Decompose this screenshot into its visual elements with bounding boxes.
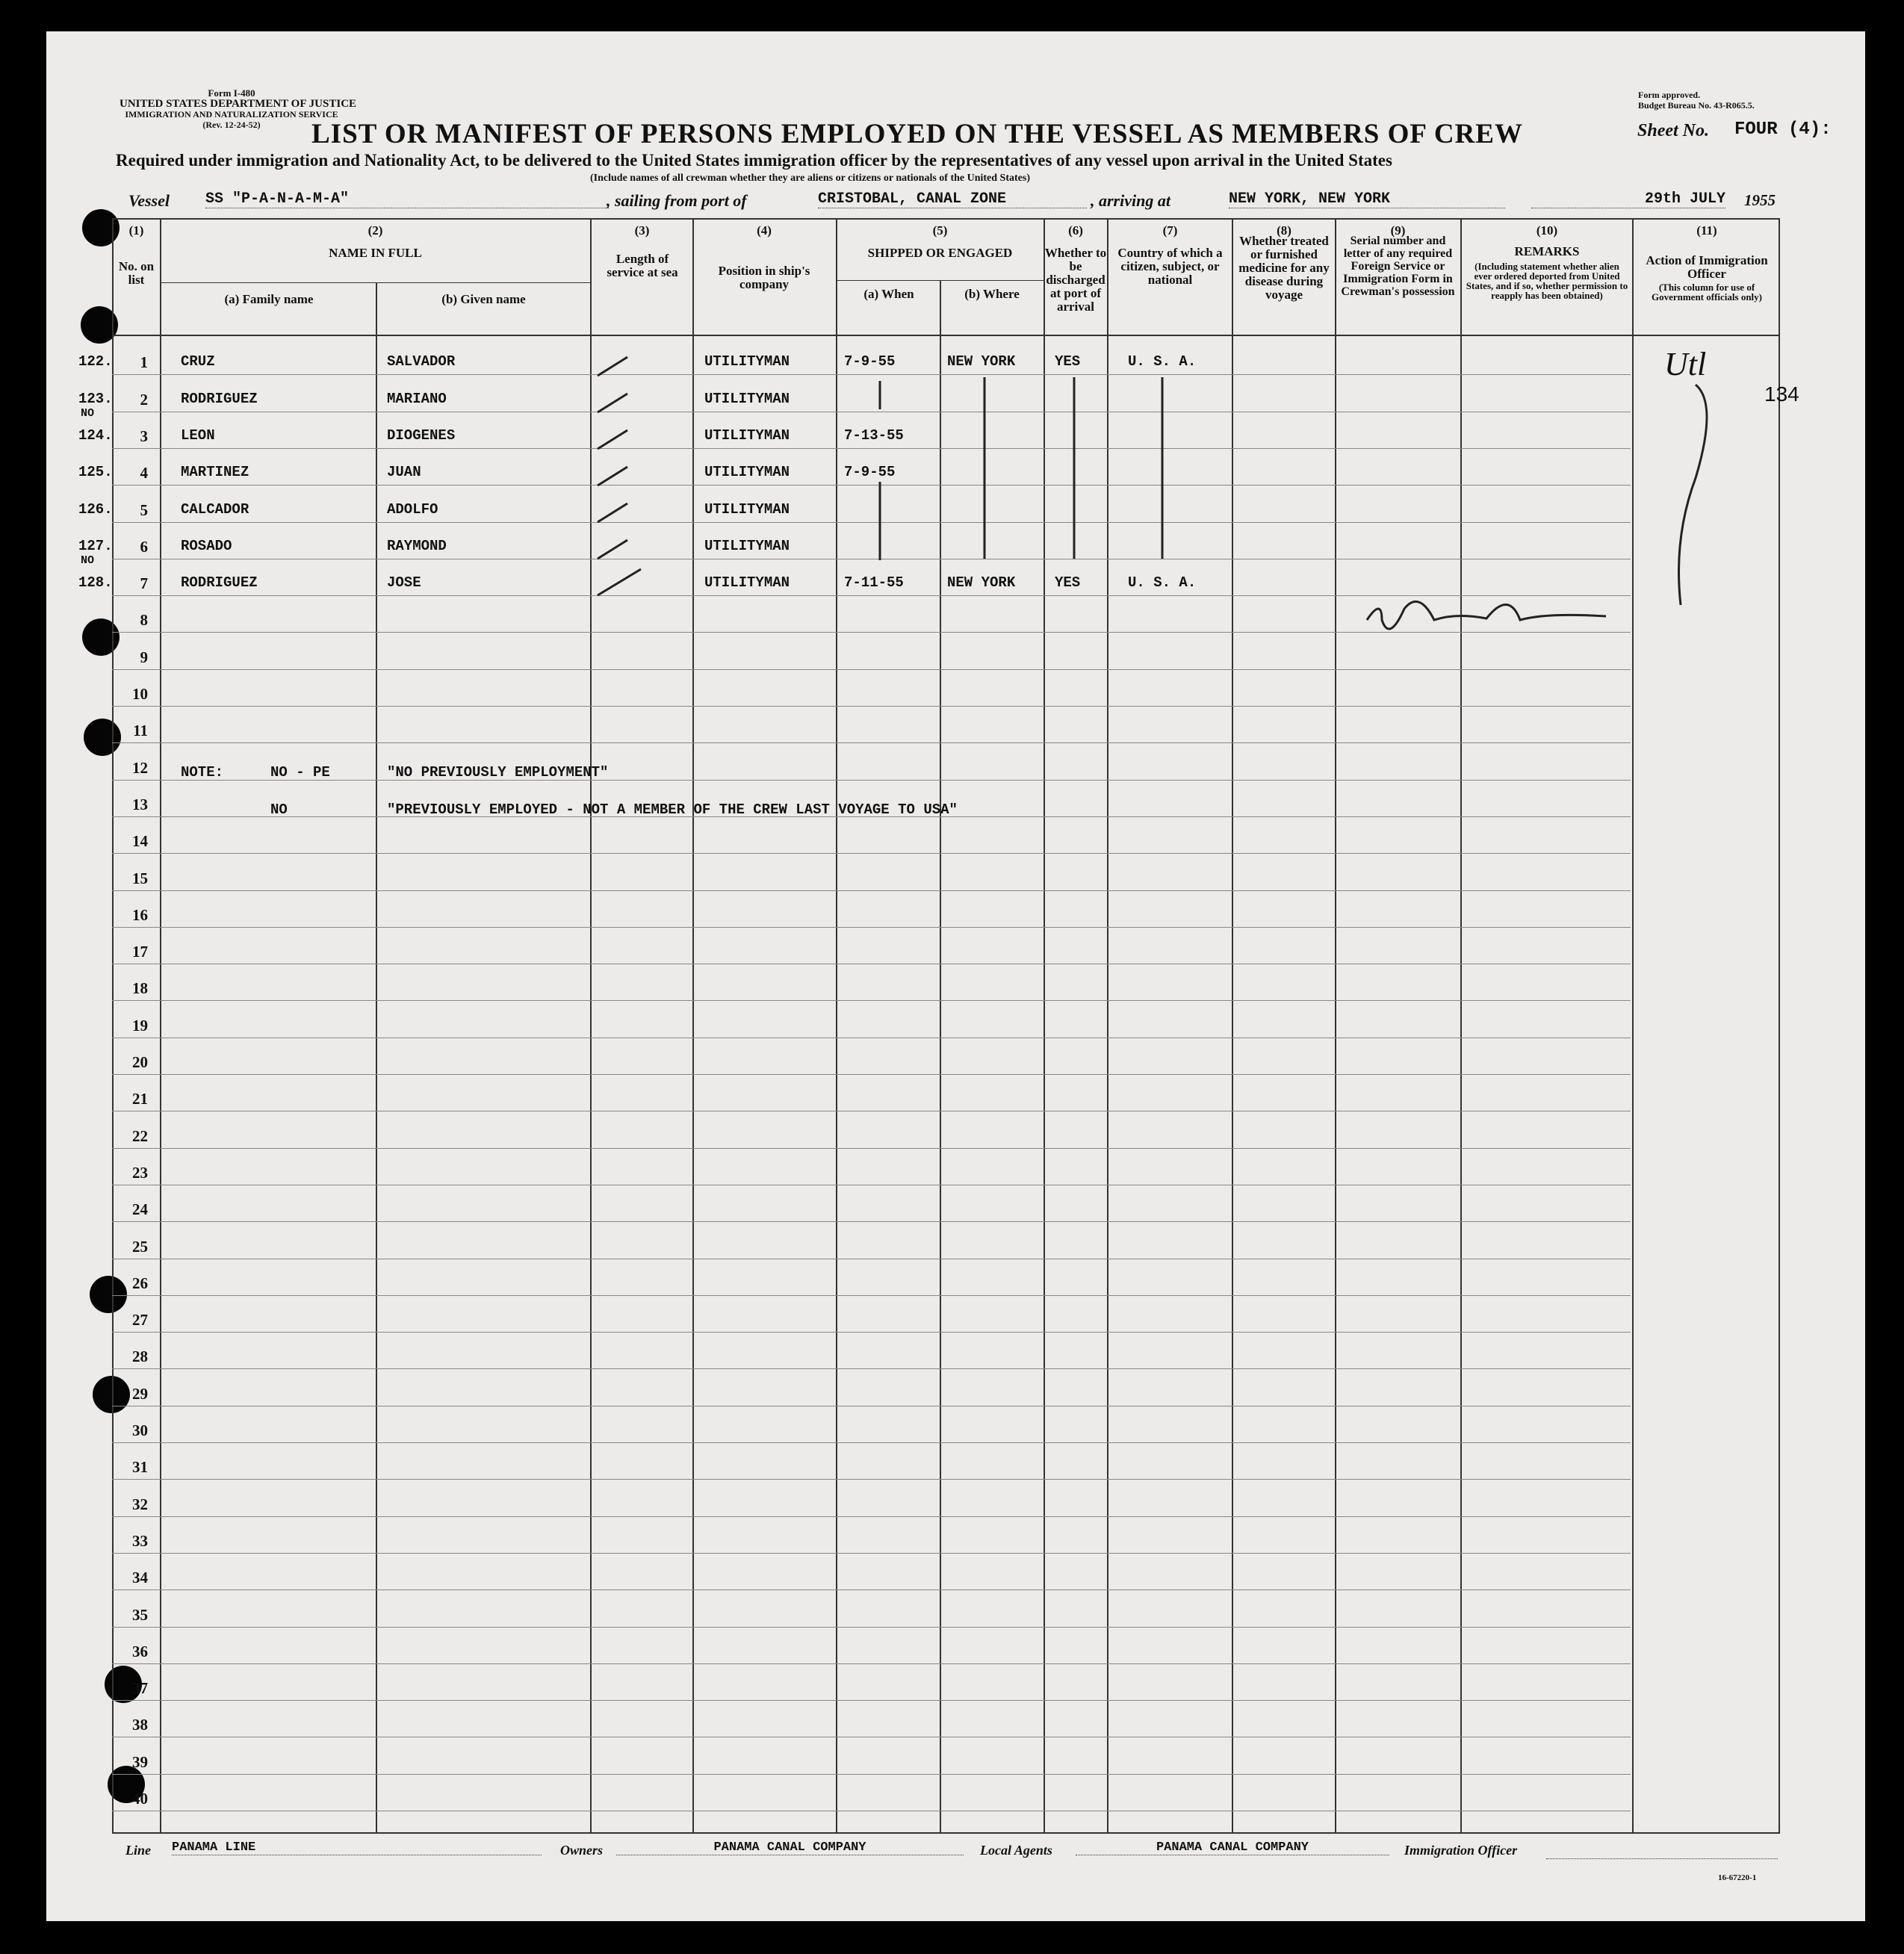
col9-header: Serial number and letter of any required Foreign Service or Immigration Form in Crewman's possession xyxy=(1341,235,1455,298)
col4-header: Position in ship's company xyxy=(718,264,810,291)
family-name: CALCADOR xyxy=(181,500,249,518)
col5b-header: (b) Where xyxy=(964,287,1020,301)
subtitle: Required under immigration and Nationality Act, to be delivered to the United States immigration officer by the representatives of any vessel upon arrival in the United States xyxy=(116,151,1392,170)
row-number: 15 xyxy=(132,869,148,887)
arrival-date: 29th JULY xyxy=(1531,190,1725,208)
family-name: CRUZ xyxy=(181,353,215,370)
list-number: 127. xyxy=(78,537,113,554)
sheet-number: FOUR (4): xyxy=(1734,120,1832,140)
col10-subheader: (Including statement whether alien ever ordered deported from United States, and if so, whether permission to reapply has been obtained) xyxy=(1466,261,1628,301)
row-number: 2 xyxy=(140,390,148,409)
departure-port: CRISTOBAL, CANAL ZONE xyxy=(818,190,1087,208)
owners-value: PANAMA CANAL COMPANY xyxy=(616,1840,964,1855)
given-name: JOSE xyxy=(387,574,421,592)
position: UTILITYMAN xyxy=(704,537,790,554)
service: IMMIGRATION AND NATURALIZATION SERVICE xyxy=(125,109,338,120)
printer-code: 16-67220-1 xyxy=(1718,1873,1757,1882)
shipped-where: NEW YORK xyxy=(947,574,1016,592)
col11-subheader: (This column for use of Government officials only) xyxy=(1651,282,1763,303)
position: UTILITYMAN xyxy=(704,390,790,407)
margin-code: NO xyxy=(81,553,95,567)
col2a-header: (a) Family name xyxy=(224,292,314,306)
note-label: NOTE: xyxy=(181,764,224,781)
position: UTILITYMAN xyxy=(704,500,790,518)
col7-num: (7) xyxy=(1162,223,1178,238)
row-number: 31 xyxy=(132,1458,148,1477)
row-number: 22 xyxy=(132,1126,148,1145)
service-checkmarks xyxy=(598,357,641,595)
col10-num: (10) xyxy=(1536,223,1558,238)
row-number: 4 xyxy=(140,464,148,483)
family-name: LEON xyxy=(181,427,215,444)
row-number: 16 xyxy=(132,905,148,924)
col6-num: (6) xyxy=(1068,223,1083,238)
row-number: 26 xyxy=(132,1274,148,1292)
row-number: 23 xyxy=(132,1163,148,1182)
col8-header: Whether treated or furnished medicine for any disease during voyage xyxy=(1238,234,1330,302)
given-name: DIOGENES xyxy=(387,427,456,444)
line-label: Line xyxy=(125,1843,151,1858)
col11-header: Action of Immigration Officer xyxy=(1646,253,1768,281)
country: U. S. A. xyxy=(1128,574,1197,592)
col9-num: (9) xyxy=(1390,223,1406,238)
include-note: (Include names of all crewman whether they are aliens or citizens or nationals of the United States) xyxy=(590,173,1030,184)
page-title: LIST OR MANIFEST OF PERSONS EMPLOYED ON THE VESSEL AS MEMBERS OF CREW xyxy=(311,119,1523,149)
row-number: 3 xyxy=(140,427,148,445)
given-name: RAYMOND xyxy=(387,537,447,554)
family-name: ROSADO xyxy=(181,537,232,554)
row-number: 1 xyxy=(140,353,148,372)
col6-header: Whether to be discharged at port of arrival xyxy=(1044,246,1107,314)
col8-num: (8) xyxy=(1277,223,1291,238)
row-number: 18 xyxy=(132,979,148,998)
row-number: 34 xyxy=(132,1569,148,1587)
row-number: 9 xyxy=(140,648,148,666)
list-number: 126. xyxy=(78,500,113,518)
officer-line xyxy=(1546,1858,1778,1859)
given-name: ADOLFO xyxy=(387,500,438,518)
list-number: 124. xyxy=(78,427,113,444)
handwritten-count: 134 xyxy=(1764,382,1799,406)
family-name: RODRIGUEZ xyxy=(181,390,258,407)
action-bracket xyxy=(1679,385,1708,605)
row-number: 33 xyxy=(132,1531,148,1550)
list-number: 125. xyxy=(78,464,113,481)
row-number: 21 xyxy=(132,1090,148,1108)
agents-value: PANAMA CANAL COMPANY xyxy=(1076,1840,1389,1855)
discharged: YES xyxy=(1055,574,1081,592)
given-name: MARIANO xyxy=(387,390,447,407)
col3-header: Length of service at sea xyxy=(607,252,678,279)
col2-header: NAME IN FULL xyxy=(329,246,422,260)
row-number: 39 xyxy=(132,1752,148,1771)
row-number: 36 xyxy=(132,1642,148,1660)
row-number: 13 xyxy=(132,795,148,813)
family-name: RODRIGUEZ xyxy=(181,574,258,592)
owners-label: Owners xyxy=(560,1843,604,1858)
row-number: 19 xyxy=(132,1016,148,1035)
line-value: PANAMA LINE xyxy=(172,1840,542,1855)
shipped-when: 7-9-55 xyxy=(844,353,896,370)
vessel-name: SS "P-A-N-A-M-A" xyxy=(205,190,609,208)
sheet-label: Sheet No. xyxy=(1637,121,1709,140)
form-approved: Form approved. xyxy=(1638,90,1701,100)
officer-signature xyxy=(1367,601,1606,629)
row-number: 6 xyxy=(140,537,148,556)
row-number: 38 xyxy=(132,1716,148,1734)
row-number: 17 xyxy=(132,943,148,961)
list-number: 128. xyxy=(78,574,113,592)
shipped-where: NEW YORK xyxy=(947,353,1016,370)
row-number: 29 xyxy=(132,1384,148,1403)
position: UTILITYMAN xyxy=(704,574,790,592)
given-name: SALVADOR xyxy=(387,353,456,370)
shipped-when: 7-11-55 xyxy=(844,574,904,592)
sailing-label: , sailing from port of xyxy=(607,191,747,210)
col3-num: (3) xyxy=(634,223,650,238)
margin-code: NO xyxy=(81,406,95,420)
row-number: 10 xyxy=(132,685,148,703)
arrival-port: NEW YORK, NEW YORK xyxy=(1229,190,1505,208)
ditto-lines xyxy=(880,377,1162,560)
row-number: 27 xyxy=(132,1311,148,1330)
col2-num: (2) xyxy=(368,223,383,238)
row-number: 24 xyxy=(132,1200,148,1219)
col2b-header: (b) Given name xyxy=(441,292,526,306)
row-number: 7 xyxy=(140,574,148,593)
revision: (Rev. 12-24-52) xyxy=(202,120,261,130)
position: UTILITYMAN xyxy=(704,353,790,370)
col5a-header: (a) When xyxy=(863,287,914,301)
row-number: 20 xyxy=(132,1053,148,1071)
form-number: Form I-480 xyxy=(208,87,255,99)
note-text-2: "PREVIOUSLY EMPLOYED - NOT A MEMBER OF THE CREW LAST VOYAGE TO USA" xyxy=(387,801,958,818)
officer-label: Immigration Officer xyxy=(1404,1843,1518,1858)
col7-header: Country of which a citizen, subject, or national xyxy=(1117,246,1223,287)
col1-header: No. on list xyxy=(118,259,155,287)
note-code-2: NO xyxy=(270,801,288,818)
list-number: 122. xyxy=(78,353,113,370)
row-number: 5 xyxy=(140,500,148,519)
position: UTILITYMAN xyxy=(704,427,790,444)
col5-header: SHIPPED OR ENGAGED xyxy=(867,246,1013,260)
row-number: 14 xyxy=(132,832,148,851)
row-number: 8 xyxy=(140,611,148,630)
col5-num: (5) xyxy=(932,223,948,238)
row-number: 32 xyxy=(132,1495,148,1513)
family-name: MARTINEZ xyxy=(181,464,249,481)
note-text-1: "NO PREVIOUSLY EMPLOYMENT" xyxy=(387,764,609,781)
row-number: 30 xyxy=(132,1421,148,1439)
row-number: 40 xyxy=(132,1790,148,1808)
position: UTILITYMAN xyxy=(704,464,790,481)
row-number: 37 xyxy=(132,1679,148,1698)
list-number: 123. xyxy=(78,390,113,407)
budget-bureau: Budget Bureau No. 43-R065.5. xyxy=(1638,100,1755,111)
row-number: 12 xyxy=(132,758,148,777)
row-number: 11 xyxy=(133,722,148,740)
discharged: YES xyxy=(1055,353,1081,370)
vessel-label: Vessel xyxy=(128,191,170,210)
col10-header: REMARKS xyxy=(1514,244,1580,258)
shipped-when: 7-9-55 xyxy=(844,464,896,481)
department: UNITED STATES DEPARTMENT OF JUSTICE xyxy=(120,98,357,110)
given-name: JUAN xyxy=(387,464,421,481)
agents-label: Local Agents xyxy=(980,1843,1052,1858)
officer-initials: Utl xyxy=(1664,346,1707,382)
note-code-1: NO - PE xyxy=(270,764,330,781)
row-number: 28 xyxy=(132,1347,148,1366)
shipped-when: 7-13-55 xyxy=(844,427,904,444)
arrival-year: 1955 xyxy=(1744,191,1776,209)
row-number: 35 xyxy=(132,1605,148,1624)
row-number: 25 xyxy=(132,1237,148,1256)
col1-num: (1) xyxy=(128,223,144,238)
col11-num: (11) xyxy=(1696,223,1717,238)
arriving-label: , arriving at xyxy=(1091,191,1170,210)
country: U. S. A. xyxy=(1128,353,1197,370)
col4-num: (4) xyxy=(757,223,772,238)
